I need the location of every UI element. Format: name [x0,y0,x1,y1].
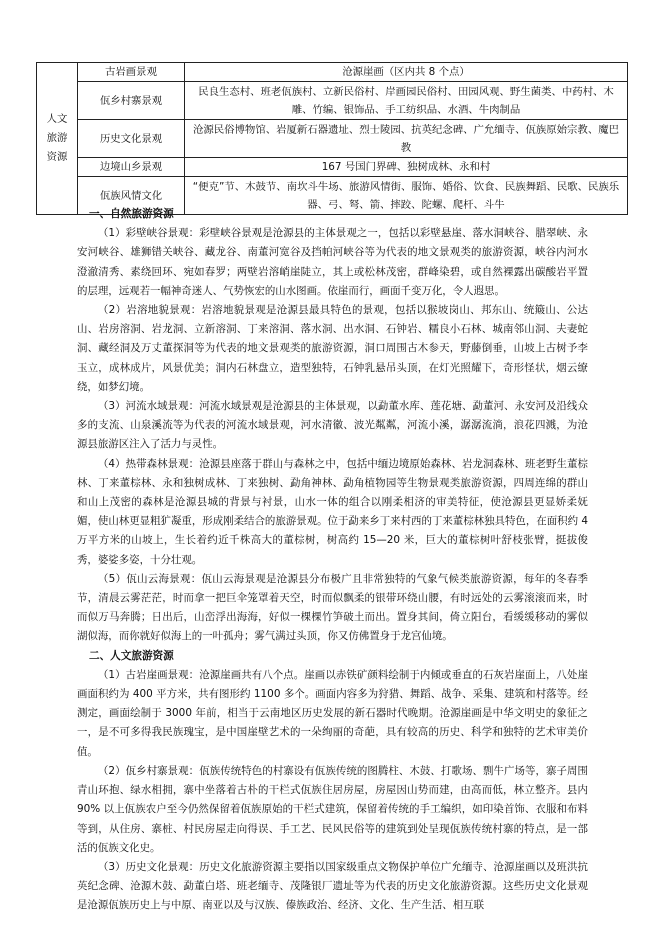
document-body [77,205,588,916]
paragraph: （1）彩壁峡谷景观：彩壁峡谷景观是沧源县的主体景观之一，包括以彩壁悬崖、落水洞峡谷、腊翠峡、永安河峡谷、雄狮错关峡谷、藏龙谷、南董河宽谷及挡帕河峡谷等为代表的地文景观类的旅游资源，峡谷内河水澄澈清秀、素绕回环、宛如春罗；两壁岩溶峭崖陡立，其上或松林茂密，群峰染碧，或自然裸露出碳酸岩平置的层理，远观若一幅神奇迷人、气势恢宏的山水图画。依崖而行，画面千变万化，令人遐思。 [77,227,588,297]
row-name: 佤族风情文化 [78,177,185,215]
paragraph: （5）佤山云海景观：佤山云海景观是沧源县分布极广且非常独特的气象气候类旅游资源，每年的冬春季节，清晨云雾茫茫，时而拿一把巨伞笼罩着天空，时而似飘柔的银带环绕山腰，有时远处的云雾滚滚而来，时而似万马奔腾；日出后，山峦浮出海海，好似一棵棵竹笋破土而出。置身其间，倚立阳台，看缓缓移动的雾似湖似海，而你就好似海上的一叶孤舟；雾气满过头顶，你又仿佛置身于龙宫仙境。 [77,572,588,643]
section-heading: 二、人文旅游资源 [89,649,174,662]
row-desc: “便克”节、木鼓节、南坎斗牛场、旅游风情街、服饰、婚俗、饮食、民族舞蹈、民歌、民族乐器、弓、弩、箭、摔跤、陀螺、爬杆、斗牛 [185,177,628,215]
paragraph: （2）岩溶地貌景观：岩溶地貌景观是沧源县最具特色的景观，包括以猴坡岗山、邦东山、统簸山、公达山、岩房溶洞、岩龙洞、立新溶洞、丁来溶洞、落水洞、出水洞、石钟岩、糯良小石林、城南邻山洞、夫妻蛇洞、藏经洞及万丈董探洞等为代表的地文景观类的旅游资源，洞口周围古木参天，野藤倒垂，山坡上古树予李玉立，成林成片，风景优美；洞内石林盘立，造型独特，石钟乳悬吊头顶，在灯光照耀下，奇形怪状，烟云缭绕，如梦幻境。 [77,304,588,393]
row-desc: 民良生态村、班老佤族村、立新民俗村、岸画园民俗村、田园风观、野生菌类、中药村、木雕、竹编、银饰品、手工纺织品、水酒、牛肉制品 [185,82,628,120]
row-name: 佤乡村寨景观 [78,82,185,120]
row-desc: 沧源崖画（区内共 8 个点） [185,63,628,82]
paragraph: （4）热带森林景观：沧源县座落于群山与森林之中，包括中缅边境原始森林、岩龙洞森林、班老野生董棕林、丁来董棕林、永和独树成林、丁来独树、勐角神林、勐角植物园等生物景观类旅游资源，四周连绵的群山和山上茂密的森林是沧源县城的背景与衬景，山水一体的组合以刚柔相济的审美特征，使沧源县更显娇柔妩媚，使山林更显粗犷凝重，形成刚柔结合的旅游景观。位于勐来乡丁来村西的丁来董棕林独具特色，在面积约 4 万平方米的山坡上，生长着约近千株高大的董棕树，树高约 15—20 米，巨大的董棕树叶舒枝张臂，挺拔俊秀，婆娑多姿，十分壮观。 [77,457,588,566]
row-desc: 沧源民俗博物馆、岩厦新石器遗址、烈士陵园、抗英纪念碑、广允缅寺、佤族原始宗教、魔巴教 [185,120,628,158]
row-desc: 167 号国门界碑、独树成林、永和村 [185,158,628,177]
section-heading: 一、自然旅游资源 [89,208,174,220]
row-name: 历史文化景观 [78,120,185,158]
row-name: 边境山乡景观 [78,158,185,177]
category-cell: 人文旅游资源 [37,63,78,215]
paragraph: （3）历史文化景观：历史文化旅游资源主要指以国家级重点文物保护单位广允缅寺、沧源崖画以及班洪抗英纪念碑、沧源木鼓、勐董白塔、班老缅寺、茂隆银厂遗址等为代表的历史文化旅游资源。这些历史文化景观是沧源佤族历史上与中原、南亚以及与汉族、傣族政治、经济、文化、生产生活、相互联 [77,860,588,912]
resource-table [36,62,628,215]
row-name: 古岩画景观 [78,63,185,82]
paragraph: （1）古岩崖画景观：沧源崖画共有八个点。崖画以赤铁矿颜料绘制于内倾或垂直的石灰岩崖面上，八处崖画面积约为 400 平方米，共有图形约 1100 多个。画面内容多为狩猎、舞蹈、战争、采集、建筑和村落等。经测定，画面绘制于 3000 年前，相当于云南地区历史发展的新石器时代晚期。沧源崖画是中华文明史的象征之一，是不可多得我民族瑰宝，是中国崖壁艺术的一朵绚丽的奇葩，具有较高的历史、科学和独特的艺术审美价值。 [77,668,588,758]
paragraph: （3）河流水域景观：河流水域景观是沧源县的主体景观，以勐董水库、莲花塘、勐董河、永安河及沿线众多的支流、山泉溪流等为代表的河流水域景观，河水清徽、波光粼粼，河流小溪，潺潺流淌，浪花四溅，为沧源县旅游区注入了活力与灵性。 [77,400,588,451]
paragraph: （2）佤乡村寨景观：佤族传统特色的村寨设有佤族传统的图腾柱、木鼓、打歌场、剽牛广场等，寨子周围青山环抱、绿水相拥，寨中坐落着古朴的干栏式佤族住居房屋，房屋因山势而建，由高而低，林立整齐。县内 90% 以上佤族农户至今仍然保留着佤族原始的干栏式建筑，保留着传统的手工编织，如印染首饰、衣服和布料等到，从住房、寨桩、村民房屋走向得误、手工艺、民风民俗等的建筑到处呈现佤族传统村寨的特点，是一部活的佤族文化史。 [77,764,588,854]
